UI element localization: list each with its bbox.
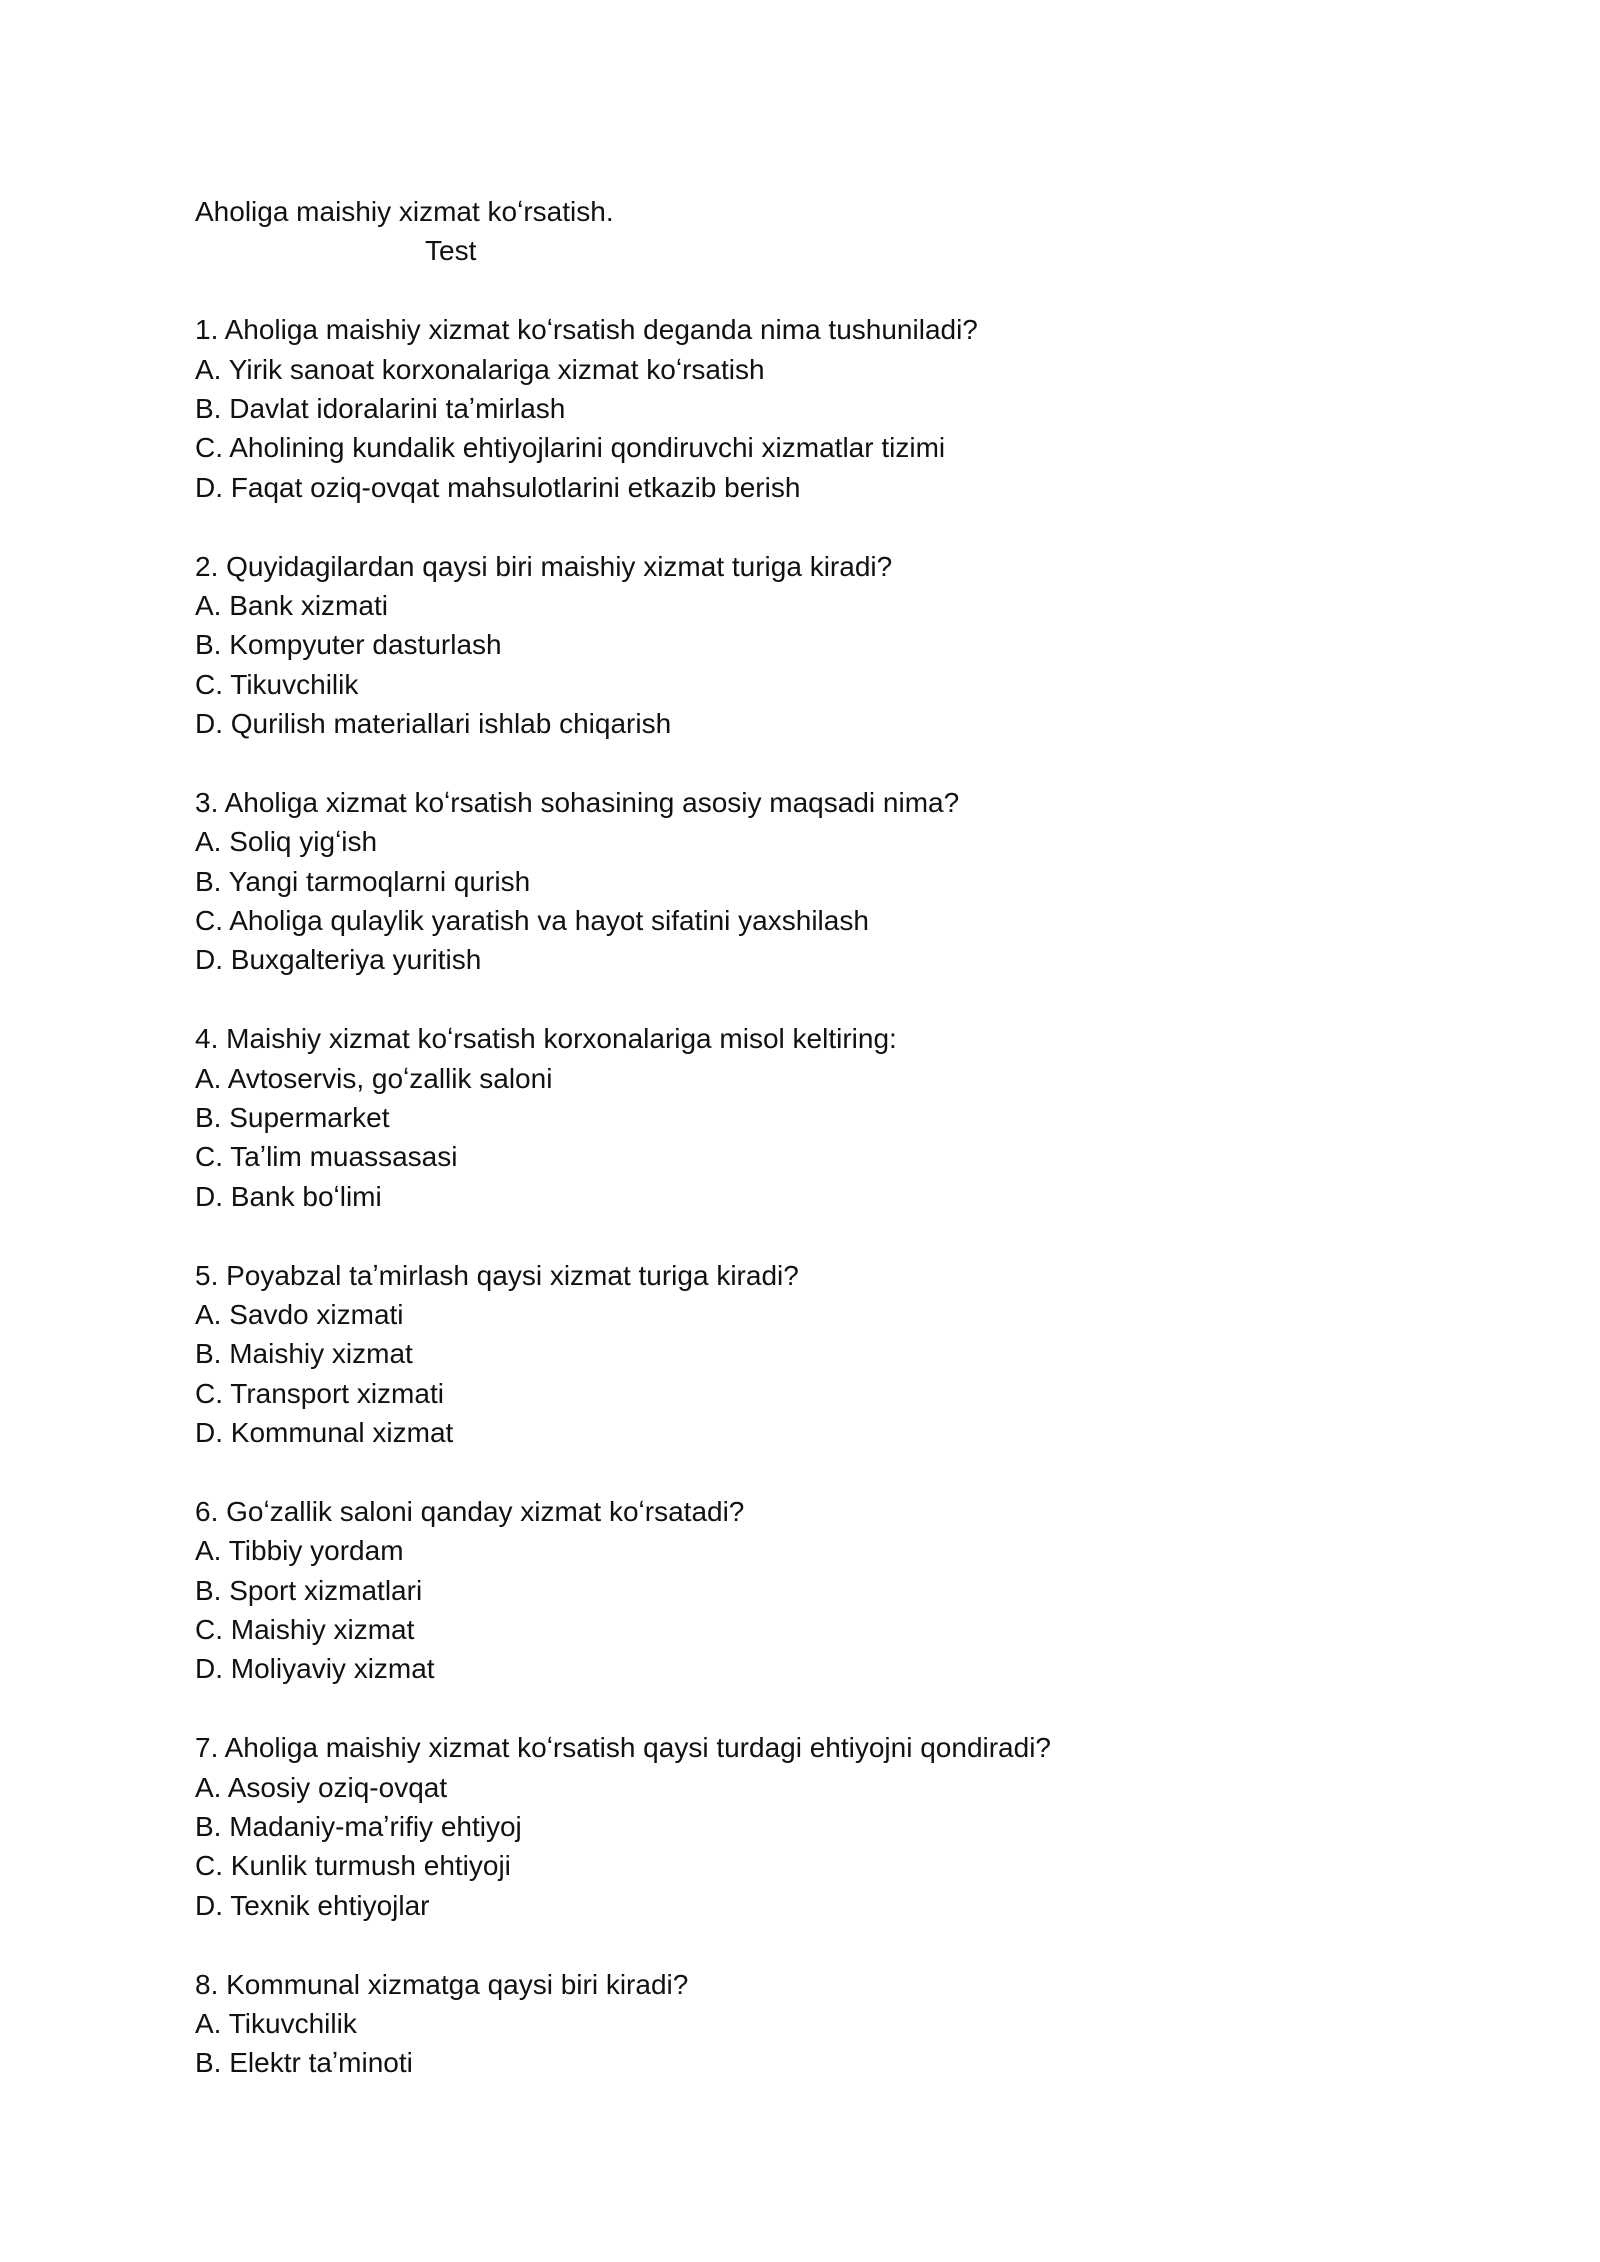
spacer bbox=[195, 271, 1445, 310]
answer-option: C. Transport xizmati bbox=[195, 1377, 444, 1409]
question-list bbox=[195, 310, 1445, 2083]
spacer bbox=[195, 1453, 1445, 1492]
answer-option: C. Tikuvchilik bbox=[195, 668, 359, 700]
answer-option: A. Asosiy oziq-ovqat bbox=[195, 1771, 448, 1803]
spacer bbox=[195, 1216, 1445, 1255]
question-block bbox=[195, 1019, 1445, 1255]
answer-option: D. Texnik ehtiyojlar bbox=[195, 1889, 430, 1921]
question-text: 3. Aholiga xizmat koʻrsatish sohasining asosiy maqsadi nima? bbox=[195, 786, 960, 818]
spacer bbox=[195, 1925, 1445, 1964]
answer-option: D. Kommunal xizmat bbox=[195, 1417, 454, 1449]
answer-option: D. Faqat oziq-ovqat mahsulotlarini etkazib berish bbox=[195, 471, 801, 503]
answer-option: C. Aholining kundalik ehtiyojlarini qondiruvchi xizmatlar tizimi bbox=[195, 432, 946, 464]
answer-option: D. Qurilish materiallari ishlab chiqarish bbox=[195, 708, 672, 740]
question-text: 7. Aholiga maishiy xizmat koʻrsatish qaysi turdagi ehtiyojni qondiradi? bbox=[195, 1732, 1051, 1764]
answer-option: C. Kunlik turmush ehtiyoji bbox=[195, 1850, 511, 1882]
document-content bbox=[195, 192, 1445, 2083]
answer-option: C. Aholiga qulaylik yaratish va hayot sifatini yaxshilash bbox=[195, 905, 869, 937]
question-text: 2. Quyidagilardan qaysi biri maishiy xizmat turiga kiradi? bbox=[195, 550, 893, 582]
answer-option: D. Moliyaviy xizmat bbox=[195, 1653, 435, 1685]
document-subtitle: Test bbox=[425, 235, 477, 267]
answer-option: B. Elektr taʼminoti bbox=[195, 2047, 413, 2079]
answer-option: D. Bank boʻlimi bbox=[195, 1180, 382, 1212]
answer-option: B. Maishiy xizmat bbox=[195, 1338, 413, 1370]
answer-option: B. Davlat idoralarini taʼmirlash bbox=[195, 392, 566, 424]
answer-option: A. Bank xizmati bbox=[195, 589, 388, 621]
answer-option: C. Maishiy xizmat bbox=[195, 1614, 415, 1646]
question-block bbox=[195, 1256, 1445, 1492]
spacer bbox=[195, 507, 1445, 546]
question-text: 4. Maishiy xizmat koʻrsatish korxonalariga misol keltiring: bbox=[195, 1023, 897, 1055]
question-text: 6. Goʻzallik saloni qanday xizmat koʻrsatadi? bbox=[195, 1495, 745, 1527]
spacer bbox=[195, 980, 1445, 1019]
answer-option: A. Savdo xizmati bbox=[195, 1298, 404, 1330]
answer-option: C. Taʼlim muassasasi bbox=[195, 1141, 458, 1173]
answer-option: B. Yangi tarmoqlarni qurish bbox=[195, 865, 531, 897]
question-text: 1. Aholiga maishiy xizmat koʻrsatish deganda nima tushuniladi? bbox=[195, 314, 978, 346]
question-block bbox=[195, 547, 1445, 783]
answer-option: A. Avtoservis, goʻzallik saloni bbox=[195, 1062, 553, 1094]
answer-option: B. Kompyuter dasturlash bbox=[195, 629, 502, 661]
question-block bbox=[195, 310, 1445, 546]
document-title: Aholiga maishiy xizmat koʻrsatish. bbox=[195, 196, 614, 227]
answer-option: A. Tibbiy yordam bbox=[195, 1535, 404, 1567]
answer-option: D. Buxgalteriya yuritish bbox=[195, 944, 482, 976]
question-block bbox=[195, 1728, 1445, 1964]
question-block bbox=[195, 1492, 1445, 1728]
question-block bbox=[195, 1965, 1445, 2083]
answer-option: B. Supermarket bbox=[195, 1101, 390, 1133]
question-text: 5. Poyabzal taʼmirlash qaysi xizmat turiga kiradi? bbox=[195, 1259, 799, 1291]
answer-option: A. Yirik sanoat korxonalariga xizmat koʻrsatish bbox=[195, 353, 765, 385]
answer-option: B. Sport xizmatlari bbox=[195, 1574, 423, 1606]
question-block bbox=[195, 783, 1445, 1019]
question-text: 8. Kommunal xizmatga qaysi biri kiradi? bbox=[195, 1968, 689, 2000]
spacer bbox=[195, 743, 1445, 782]
answer-option: A. Soliq yigʻish bbox=[195, 826, 378, 858]
spacer bbox=[195, 1689, 1445, 1728]
answer-option: B. Madaniy-maʼrifiy ehtiyoj bbox=[195, 1811, 522, 1843]
answer-option: A. Tikuvchilik bbox=[195, 2007, 357, 2039]
